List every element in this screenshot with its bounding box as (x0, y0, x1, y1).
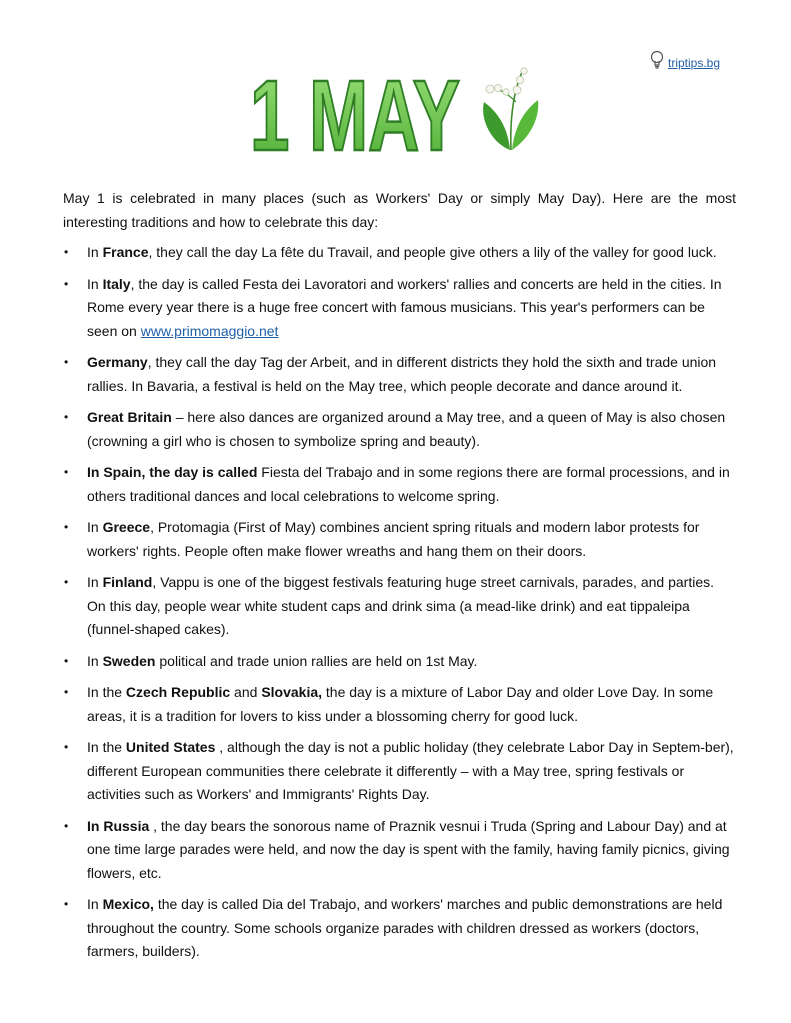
item-text: Fiesta del Trabajo and in some regions there are formal processions, and in others traditional dances and local celebrations to welcome spring. (87, 464, 730, 504)
item-text-prefix: In the (87, 739, 126, 755)
item-text-prefix: In the (87, 684, 126, 700)
item-text-prefix: In (87, 652, 103, 669)
bullet-icon: • (64, 740, 69, 754)
item-country: Mexico, (102, 896, 154, 912)
brand-link[interactable] (650, 50, 720, 75)
item-text-prefix: In (87, 574, 103, 590)
item-country: In Spain, the day is called (87, 464, 258, 480)
item-country: France (102, 244, 149, 260)
list-item (63, 461, 736, 508)
list-item (63, 241, 736, 265)
item-country: Czech Republic (125, 684, 231, 700)
lily-of-the-valley-icon (483, 68, 538, 150)
bullet-icon: • (64, 410, 69, 424)
brand-text[interactable]: triptips.bg (668, 55, 721, 70)
list-item (63, 815, 736, 886)
list-item (63, 406, 736, 453)
item-country: Italy (102, 275, 131, 292)
page-title (248, 54, 548, 164)
bullet-icon: • (64, 465, 69, 479)
list-item (63, 893, 736, 964)
list-item (63, 516, 736, 563)
item-country: Greece (102, 519, 151, 535)
item-text: , the day is called Festa dei Lavoratori and workers' rallies and concerts are held in the cities. In Rome every year there is a huge free concert with famous musicians. This year's performers can be seen on (87, 275, 722, 339)
item-text: – here also dances are organized around a May tree, and a queen of May is also chosen (crowning a girl who is chosen to symbolize spring and beauty). (87, 409, 726, 449)
bullet-icon: • (64, 685, 69, 699)
bullet-icon: • (64, 818, 69, 833)
list-item (63, 736, 736, 807)
item-text: , Vappu is one of the biggest festivals featuring huge street carnivals, parades, and parties. On this day, people wear white student caps and drink sima (a mead-like drink) and eat tippaleipa (funnel-shaped cakes). (87, 574, 714, 637)
item-text: , although the day is not a public holiday (they celebrate Labor Day in Septem-ber), different European communities there celebrate it differently – with a May tree, spring festivals or activities such as Workers' and Immigrants' Rights Day. (87, 739, 734, 802)
item-country: Great Britain (87, 409, 172, 425)
item-country: United States (125, 739, 216, 755)
intro-paragraph: May 1 is celebrated in many places (such as Workers' Day or simply May Day). Here are the most interesting traditions and how to celebrate this day: (63, 190, 736, 230)
bullet-icon: • (64, 897, 69, 911)
item-link[interactable]: www.primomaggio.net (140, 322, 279, 339)
item-country: Finland (102, 574, 153, 590)
item-country: In Russia (87, 817, 150, 834)
bullet-icon: • (64, 575, 69, 589)
item-text-prefix: In (87, 275, 103, 292)
item-text: , they call the day Tag der Arbeit, and in different districts they hold the sixth and trade union rallies. In Bavaria, a festival is held on the May tree, which people decorate and dance around it. (87, 354, 717, 394)
list-item (63, 650, 736, 674)
item-text-prefix: In (87, 896, 103, 912)
bullet-icon: • (64, 653, 69, 668)
item-text: political and trade union rallies are held on 1st May. (155, 652, 478, 669)
bullet-icon: • (64, 245, 69, 259)
list-item (63, 351, 736, 398)
item-text-prefix: In (87, 519, 103, 535)
item-text-prefix: In (87, 244, 103, 260)
bullet-icon: • (64, 355, 69, 369)
lightbulb-icon (650, 50, 664, 75)
title-text: 1 MAY (250, 60, 460, 164)
item-text: the day is called Dia del Trabajo, and workers' marches and public demonstrations are held throughout the country. Some schools organize parades with children dressed as workers (doctors, farmers, builders). (87, 896, 723, 959)
list-item (63, 571, 736, 642)
document-body (63, 187, 736, 972)
item-country: Germany (87, 354, 148, 370)
item-text-middle: and (230, 684, 262, 700)
item-country: Sweden (102, 652, 156, 669)
bullet-icon: • (64, 276, 69, 291)
traditions-list (63, 241, 736, 964)
item-country: Slovakia, (261, 684, 323, 700)
item-text: , the day bears the sonorous name of Praznik vesnui i Truda (Spring and Labour Day) and at one time large parades were held, and now the day is spent with the family, having family picnics, giving flowers, etc. (87, 817, 730, 881)
list-item (63, 273, 736, 344)
item-text: , they call the day La fête du Travail, and people give others a lily of the valley for good luck. (148, 244, 717, 260)
item-text: the day is a mixture of Labor Day and older Love Day. In some areas, it is a tradition for lovers to kiss under a blossoming cherry for good luck. (87, 684, 714, 724)
bullet-icon: • (64, 520, 69, 534)
item-text: , Protomagia (First of May) combines ancient spring rituals and modern labor protests for workers' rights. People often make flower wreaths and hang them on their doors. (87, 519, 700, 559)
list-item (63, 681, 736, 728)
